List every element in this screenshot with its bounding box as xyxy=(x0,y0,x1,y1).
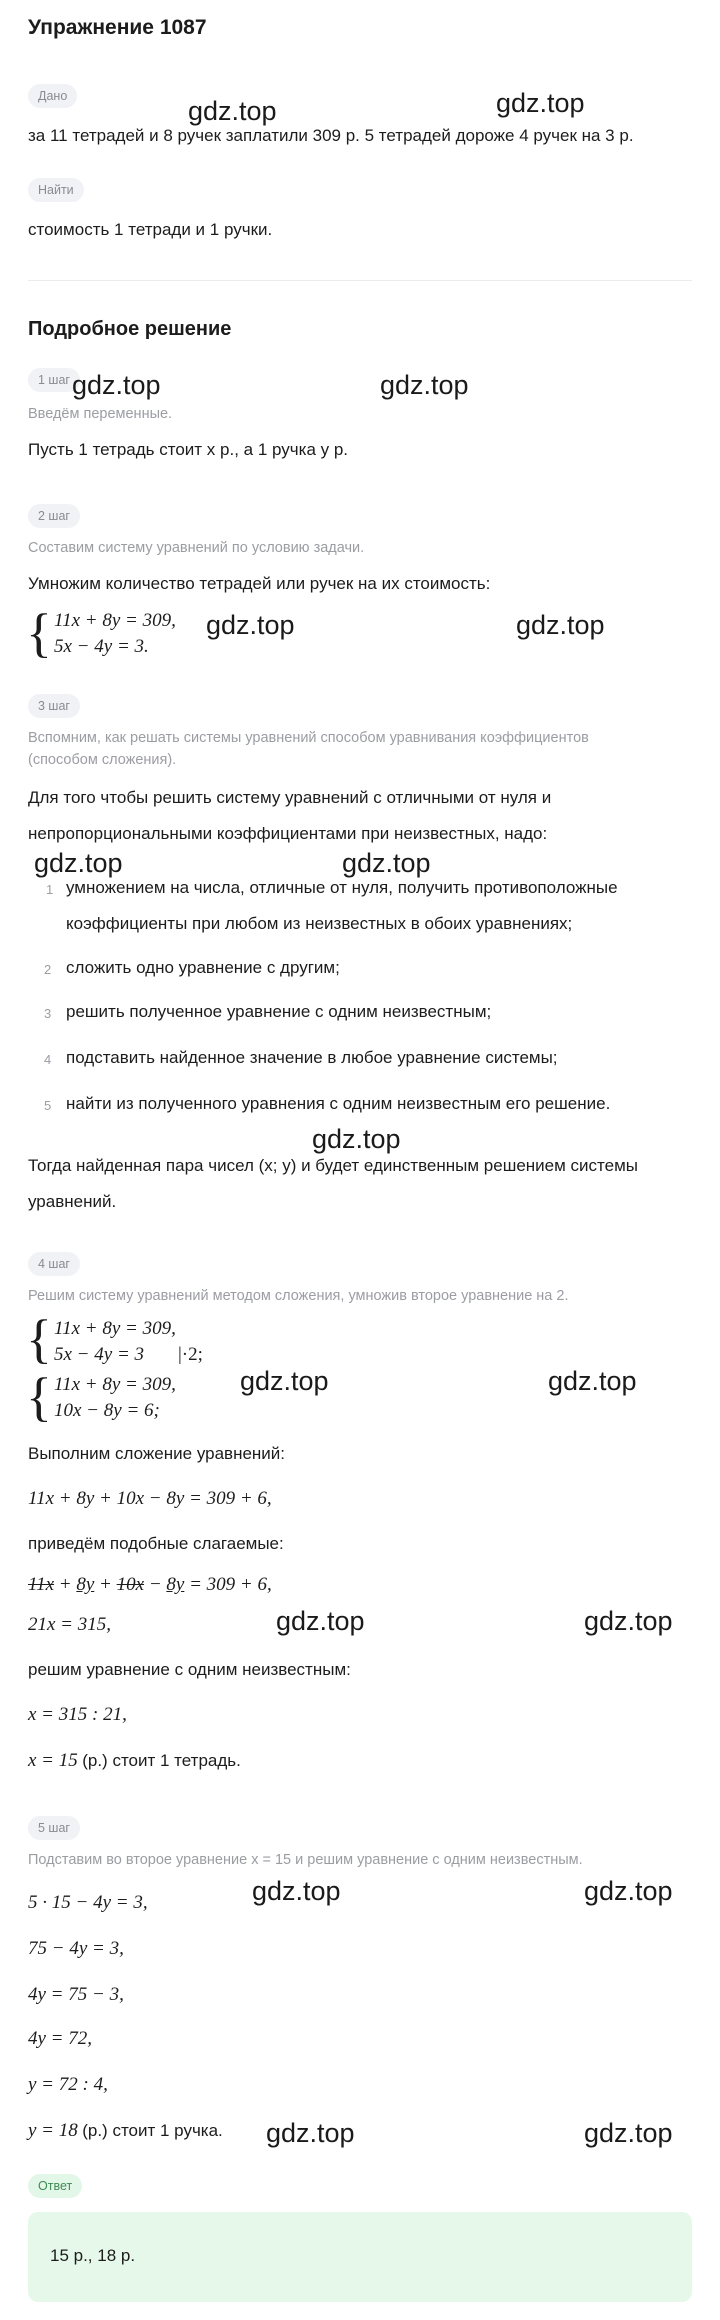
step5-eq: y = 72 : 4, xyxy=(28,2074,108,2095)
watermark: gdz.top xyxy=(312,1124,401,1154)
step3-text2: непропорциональными коэффициентами при неизвестных, надо: xyxy=(28,824,548,843)
solution-heading: Подробное решение xyxy=(28,318,232,340)
step5-label: 5 шаг xyxy=(28,1816,80,1840)
list-number: 3 xyxy=(44,1006,52,1021)
underlined-term: 8y xyxy=(166,1574,185,1595)
step3-text1: Для того чтобы решить систему уравнений с отличными от нуля и xyxy=(28,788,552,807)
underlined-term: 8y xyxy=(76,1574,95,1595)
find-text: стоимость 1 тетради и 1 ручки. xyxy=(28,220,273,239)
step2-label: 2 шаг xyxy=(28,504,80,528)
list-number: 2 xyxy=(44,962,52,977)
watermark: gdz.top xyxy=(188,96,277,126)
watermark: gdz.top xyxy=(276,1606,365,1636)
answer-label: Ответ xyxy=(28,2174,82,2198)
watermark: gdz.top xyxy=(342,848,431,878)
find-label: Найти xyxy=(28,178,84,202)
step3-hint1: Вспомним, как решать системы уравнений способом уравнивания коэффициентов xyxy=(28,730,589,746)
watermark: gdz.top xyxy=(380,370,469,400)
list-text: найти из полученного уравнения с одним неизвестным его решение. xyxy=(66,1094,611,1113)
given-text: за 11 тетрадей и 8 ручек заплатили 309 р. 5 тетрадей дороже 4 ручек на 3 р. xyxy=(28,126,634,145)
page-title: Упражнение 1087 xyxy=(28,16,207,39)
system-brace: { xyxy=(26,1367,52,1427)
step3-conclusion2: уравнений. xyxy=(28,1192,117,1211)
watermark: gdz.top xyxy=(516,610,605,640)
step3-conclusion1: Тогда найденная пара чисел (x; y) и будет единственным решением системы xyxy=(28,1156,638,1175)
step4-eq-cancel: 11x + 8y + 10x − 8y = 309 + 6, xyxy=(28,1574,272,1595)
step4-eq-x1: x = 315 : 21, xyxy=(28,1704,127,1725)
step4-sys1-eq1: 11x + 8y = 309, xyxy=(54,1318,176,1339)
step4-sys2-eq2: 10x − 8y = 6; xyxy=(54,1400,160,1421)
list-text: решить полученное уравнение с одним неизвестным; xyxy=(66,1002,492,1021)
step4-eq-x2 xyxy=(28,1750,241,1772)
step5-eq-last xyxy=(28,2120,223,2142)
step4-sys1-eq2: 5x − 4y = 3 xyxy=(54,1344,145,1365)
step4-text-solve: решим уравнение с одним неизвестным: xyxy=(28,1660,351,1679)
list-number: 4 xyxy=(44,1052,52,1067)
watermark: gdz.top xyxy=(584,1606,673,1636)
step5-hint: Подставим во второе уравнение x = 15 и решим уравнение с одним неизвестным. xyxy=(28,1852,583,1868)
step1-label: 1 шаг xyxy=(28,368,80,392)
step5-eq: 4y = 72, xyxy=(28,2028,93,2049)
step5-eq: 4y = 75 − 3, xyxy=(28,1984,124,2005)
equation: y = 18 xyxy=(28,2120,78,2141)
system-brace: { xyxy=(26,603,52,663)
divider xyxy=(28,280,692,281)
list-number: 5 xyxy=(44,1098,52,1113)
given-label: Дано xyxy=(28,84,77,108)
watermark: gdz.top xyxy=(240,1366,329,1396)
step2-text: Умножим количество тетрадей или ручек на их стоимость: xyxy=(28,574,491,593)
equation-note: (р.) стоит 1 ручка. xyxy=(82,2121,223,2140)
watermark: gdz.top xyxy=(266,2118,355,2148)
step3-label: 3 шаг xyxy=(28,694,80,718)
watermark: gdz.top xyxy=(548,1366,637,1396)
step2-hint: Составим систему уравнений по условию задачи. xyxy=(28,540,365,556)
struck-term: 10x xyxy=(116,1574,145,1595)
step4-eq-21x: 21x = 315, xyxy=(28,1614,112,1635)
step5-eq: 75 − 4y = 3, xyxy=(28,1938,124,1959)
step5-eq: 5 · 15 − 4y = 3, xyxy=(28,1892,148,1913)
step3-hint2: (способом сложения). xyxy=(28,752,177,768)
watermark: gdz.top xyxy=(206,610,295,640)
step2-eq2: 5x − 4y = 3. xyxy=(54,636,149,657)
step2-eq1: 11x + 8y = 309, xyxy=(54,610,176,631)
step4-sys1-mult: |·2; xyxy=(178,1344,203,1365)
list-text: подставить найденное значение в любое уравнение системы; xyxy=(66,1048,558,1067)
list-number: 1 xyxy=(46,882,54,897)
system-brace: { xyxy=(26,1309,52,1369)
list-text: умножением на числа, отличные от нуля, получить противоположные xyxy=(66,878,618,897)
step1-text: Пусть 1 тетрадь стоит x р., а 1 ручка y р. xyxy=(28,440,349,459)
step4-text-add: Выполним сложение уравнений: xyxy=(28,1444,286,1463)
watermark: gdz.top xyxy=(34,848,123,878)
answer-box xyxy=(28,2212,692,2302)
watermark: gdz.top xyxy=(496,88,585,118)
list-text: коэффициенты при любом из неизвестных в обоих уравнениях; xyxy=(66,914,573,933)
step4-eq-sum: 11x + 8y + 10x − 8y = 309 + 6, xyxy=(28,1488,272,1509)
step4-label: 4 шаг xyxy=(28,1252,80,1276)
watermark: gdz.top xyxy=(72,370,161,400)
step4-sys2-eq1: 11x + 8y = 309, xyxy=(54,1374,176,1395)
step4-hint: Решим систему уравнений методом сложения, умножив второе уравнение на 2. xyxy=(28,1288,569,1304)
watermark: gdz.top xyxy=(252,1876,341,1906)
watermark: gdz.top xyxy=(584,1876,673,1906)
struck-term: 11x xyxy=(28,1574,55,1595)
answer-text: 15 р., 18 р. xyxy=(50,2246,136,2265)
step1-hint: Введём переменные. xyxy=(28,406,173,422)
step4-text-like: приведём подобные слагаемые: xyxy=(28,1534,284,1553)
equation-rest: = 309 + 6, xyxy=(189,1574,272,1595)
watermark: gdz.top xyxy=(584,2118,673,2148)
equation: x = 15 xyxy=(28,1750,78,1771)
list-text: сложить одно уравнение с другим; xyxy=(66,958,340,977)
equation-note: (р.) стоит 1 тетрадь. xyxy=(82,1751,241,1770)
